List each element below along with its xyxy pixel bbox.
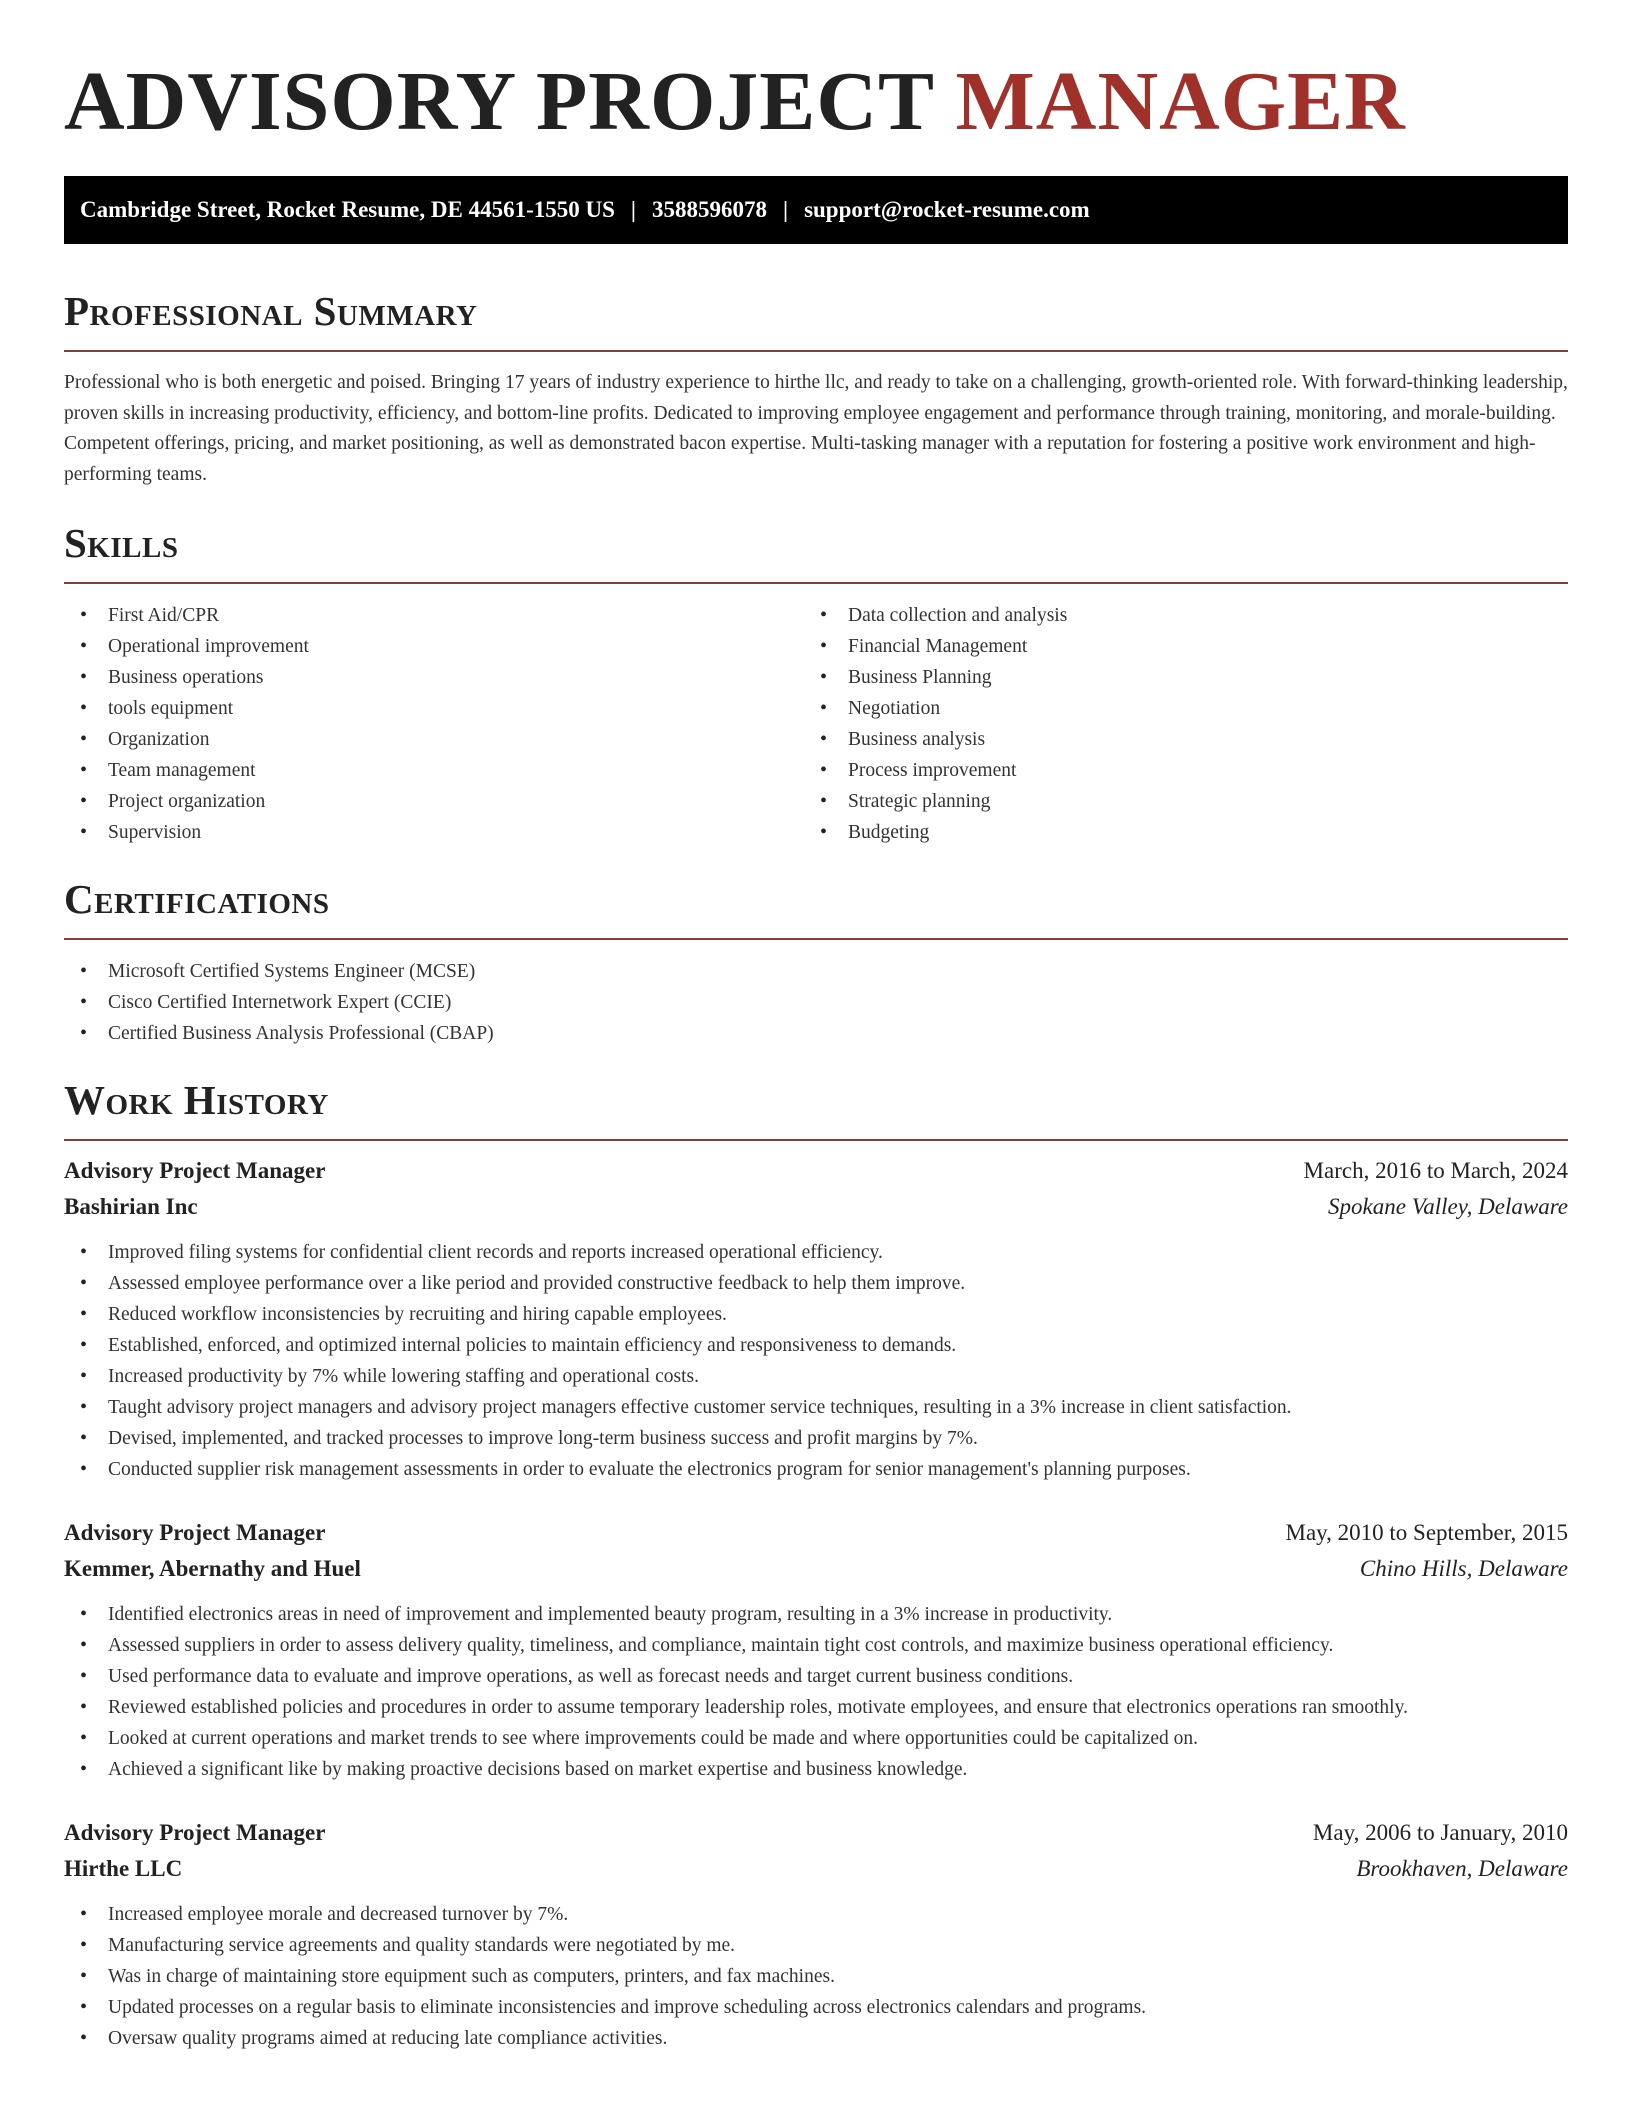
certifications-section: [64, 874, 1568, 1049]
job-bullet: • Conducted supplier risk management assessments in order to evaluate the electronics program for senior management's planning purposes.: [64, 1454, 1568, 1485]
contact-address: Cambridge Street, Rocket Resume, DE 44561-1550 US: [80, 197, 615, 222]
certifications-list: [64, 956, 1568, 1049]
job-company: Hirthe LLC: [64, 1856, 183, 1881]
skill-item: • Financial Management: [804, 631, 1544, 662]
job-location: Chino Hills, Delaware: [1359, 1556, 1568, 1581]
summary-text: Professional who is both energetic and poised. Bringing 17 years of industry experience to hirthe llc, and ready to take on a challenging, growth-oriented role. With forward-thinking leadership, proven skills in increasing productivity, efficiency, and bottom-line profits. Dedicated to improving employee engagement and performance through training, monitoring, and morale-building. Competent offerings, pricing, and market positioning, as well as demonstrated bacon expertise. Multi-tasking manager with a reputation for fostering a positive work environment and high-performing teams.: [64, 372, 1568, 485]
summary-section: [64, 286, 1568, 490]
job-bullet: • Reviewed established policies and procedures in order to assume temporary leadership roles, motivate employees, and ensure that electronics operations ran smoothly.: [64, 1692, 1568, 1723]
job-header-row: [64, 1153, 1568, 1189]
skill-item: • Supervision: [64, 817, 804, 848]
job-bullet: • Achieved a significant like by making proactive decisions based on market expertise and business knowledge.: [64, 1754, 1568, 1785]
resume-title: [64, 0, 1568, 146]
section-divider: [64, 938, 1568, 940]
skill-item: • Business operations: [64, 662, 804, 693]
job-bullet: • Increased productivity by 7% while lowering staffing and operational costs.: [64, 1361, 1568, 1392]
job-header-row: [64, 1815, 1568, 1851]
certification-item: • Microsoft Certified Systems Engineer (MCSE): [64, 956, 1568, 987]
job-dates: May, 2006 to January, 2010: [1312, 1820, 1568, 1845]
section-divider: [64, 350, 1568, 352]
section-divider: [64, 1139, 1568, 1141]
job-bullet: • Looked at current operations and market trends to see where improvements could be made and where opportunities could be capitalized on.: [64, 1723, 1568, 1754]
certification-item: • Certified Business Analysis Professional (CBAP): [64, 1018, 1568, 1049]
job-entry: [64, 1153, 1568, 1485]
section-heading-certifications: Certifications: [64, 876, 330, 922]
job-bullet: • Increased employee morale and decreased turnover by 7%.: [64, 1899, 1568, 1930]
job-company: Kemmer, Abernathy and Huel: [64, 1556, 361, 1581]
job-entry: [64, 1815, 1568, 2054]
job-dates: May, 2010 to September, 2015: [1285, 1520, 1568, 1545]
job-bullet: • Oversaw quality programs aimed at reducing late compliance activities.: [64, 2023, 1568, 2054]
skill-item: • Business analysis: [804, 724, 1544, 755]
job-company-row: [64, 1189, 1568, 1225]
job-bullet: • Manufacturing service agreements and quality standards were negotiated by me.: [64, 1930, 1568, 1961]
certification-item: • Cisco Certified Internetwork Expert (CCIE): [64, 987, 1568, 1018]
title-main: ADVISORY PROJECT: [64, 55, 934, 148]
job-bullet: • Assessed employee performance over a like period and provided constructive feedback to help them improve.: [64, 1268, 1568, 1299]
job-title: Advisory Project Manager: [64, 1520, 326, 1545]
section-divider: [64, 582, 1568, 584]
jobs-list: [64, 1153, 1568, 2054]
job-bullet: • Established, enforced, and optimized internal policies to maintain efficiency and responsiveness to demands.: [64, 1330, 1568, 1361]
title-accent: MANAGER: [955, 55, 1406, 148]
skill-item: • Business Planning: [804, 662, 1544, 693]
job-bullet: • Was in charge of maintaining store equipment such as computers, printers, and fax machines.: [64, 1961, 1568, 1992]
skill-item: • Data collection and analysis: [804, 600, 1544, 631]
job-title: Advisory Project Manager: [64, 1820, 326, 1845]
job-header-row: [64, 1515, 1568, 1551]
skill-item: • Organization: [64, 724, 804, 755]
skills-section: [64, 518, 1568, 848]
contact-separator: |: [782, 197, 789, 222]
job-bullet: • Devised, implemented, and tracked processes to improve long-term business success and profit margins by 7%.: [64, 1423, 1568, 1454]
job-bullet: • Reduced workflow inconsistencies by recruiting and hiring capable employees.: [64, 1299, 1568, 1330]
skill-item: • First Aid/CPR: [64, 600, 804, 631]
job-bullet: • Improved filing systems for confidential client records and reports increased operational efficiency.: [64, 1237, 1568, 1268]
job-bullets: [64, 1899, 1568, 2054]
skills-grid: [64, 600, 1568, 848]
skill-item: • Strategic planning: [804, 786, 1544, 817]
skill-item: • Budgeting: [804, 817, 1544, 848]
job-dates: March, 2016 to March, 2024: [1303, 1158, 1568, 1183]
section-heading-summary: Professional Summary: [64, 288, 478, 334]
job-bullets: [64, 1237, 1568, 1485]
job-bullet: • Updated processes on a regular basis to eliminate inconsistencies and improve scheduling across electronics calendars and programs.: [64, 1992, 1568, 2023]
job-bullet: • Taught advisory project managers and advisory project managers effective customer service techniques, resulting in a 3% increase in client satisfaction.: [64, 1392, 1568, 1423]
job-location: Spokane Valley, Delaware: [1328, 1194, 1568, 1219]
job-company-row: [64, 1851, 1568, 1887]
contact-email: support@rocket-resume.com: [804, 197, 1090, 222]
job-company: Bashirian Inc: [64, 1194, 198, 1219]
skill-item: • tools equipment: [64, 693, 804, 724]
contact-phone: 3588596078: [651, 197, 767, 222]
section-heading-skills: Skills: [64, 520, 179, 566]
work-history-section: [64, 1075, 1568, 2054]
skill-item: • Process improvement: [804, 755, 1544, 786]
skills-list-left: [64, 600, 804, 848]
job-bullets: [64, 1599, 1568, 1785]
job-bullet: • Identified electronics areas in need of improvement and implemented beauty program, resulting in a 3% increase in productivity.: [64, 1599, 1568, 1630]
skill-item: • Project organization: [64, 786, 804, 817]
job-company-row: [64, 1551, 1568, 1587]
section-heading-work-history: Work History: [64, 1077, 329, 1123]
contact-separator: |: [630, 197, 636, 222]
job-title: Advisory Project Manager: [64, 1158, 326, 1183]
job-entry: [64, 1515, 1568, 1785]
job-bullet: • Assessed suppliers in order to assess delivery quality, timeliness, and compliance, maintain tight cost controls, and maximize business operational efficiency.: [64, 1630, 1568, 1661]
skill-item: • Operational improvement: [64, 631, 804, 662]
skill-item: • Negotiation: [804, 693, 1544, 724]
skill-item: • Team management: [64, 755, 804, 786]
job-location: Brookhaven, Delaware: [1356, 1856, 1568, 1881]
job-bullet: • Used performance data to evaluate and improve operations, as well as forecast needs and target current business conditions.: [64, 1661, 1568, 1692]
contact-bar: [64, 176, 1568, 244]
skills-list-right: [804, 600, 1544, 848]
